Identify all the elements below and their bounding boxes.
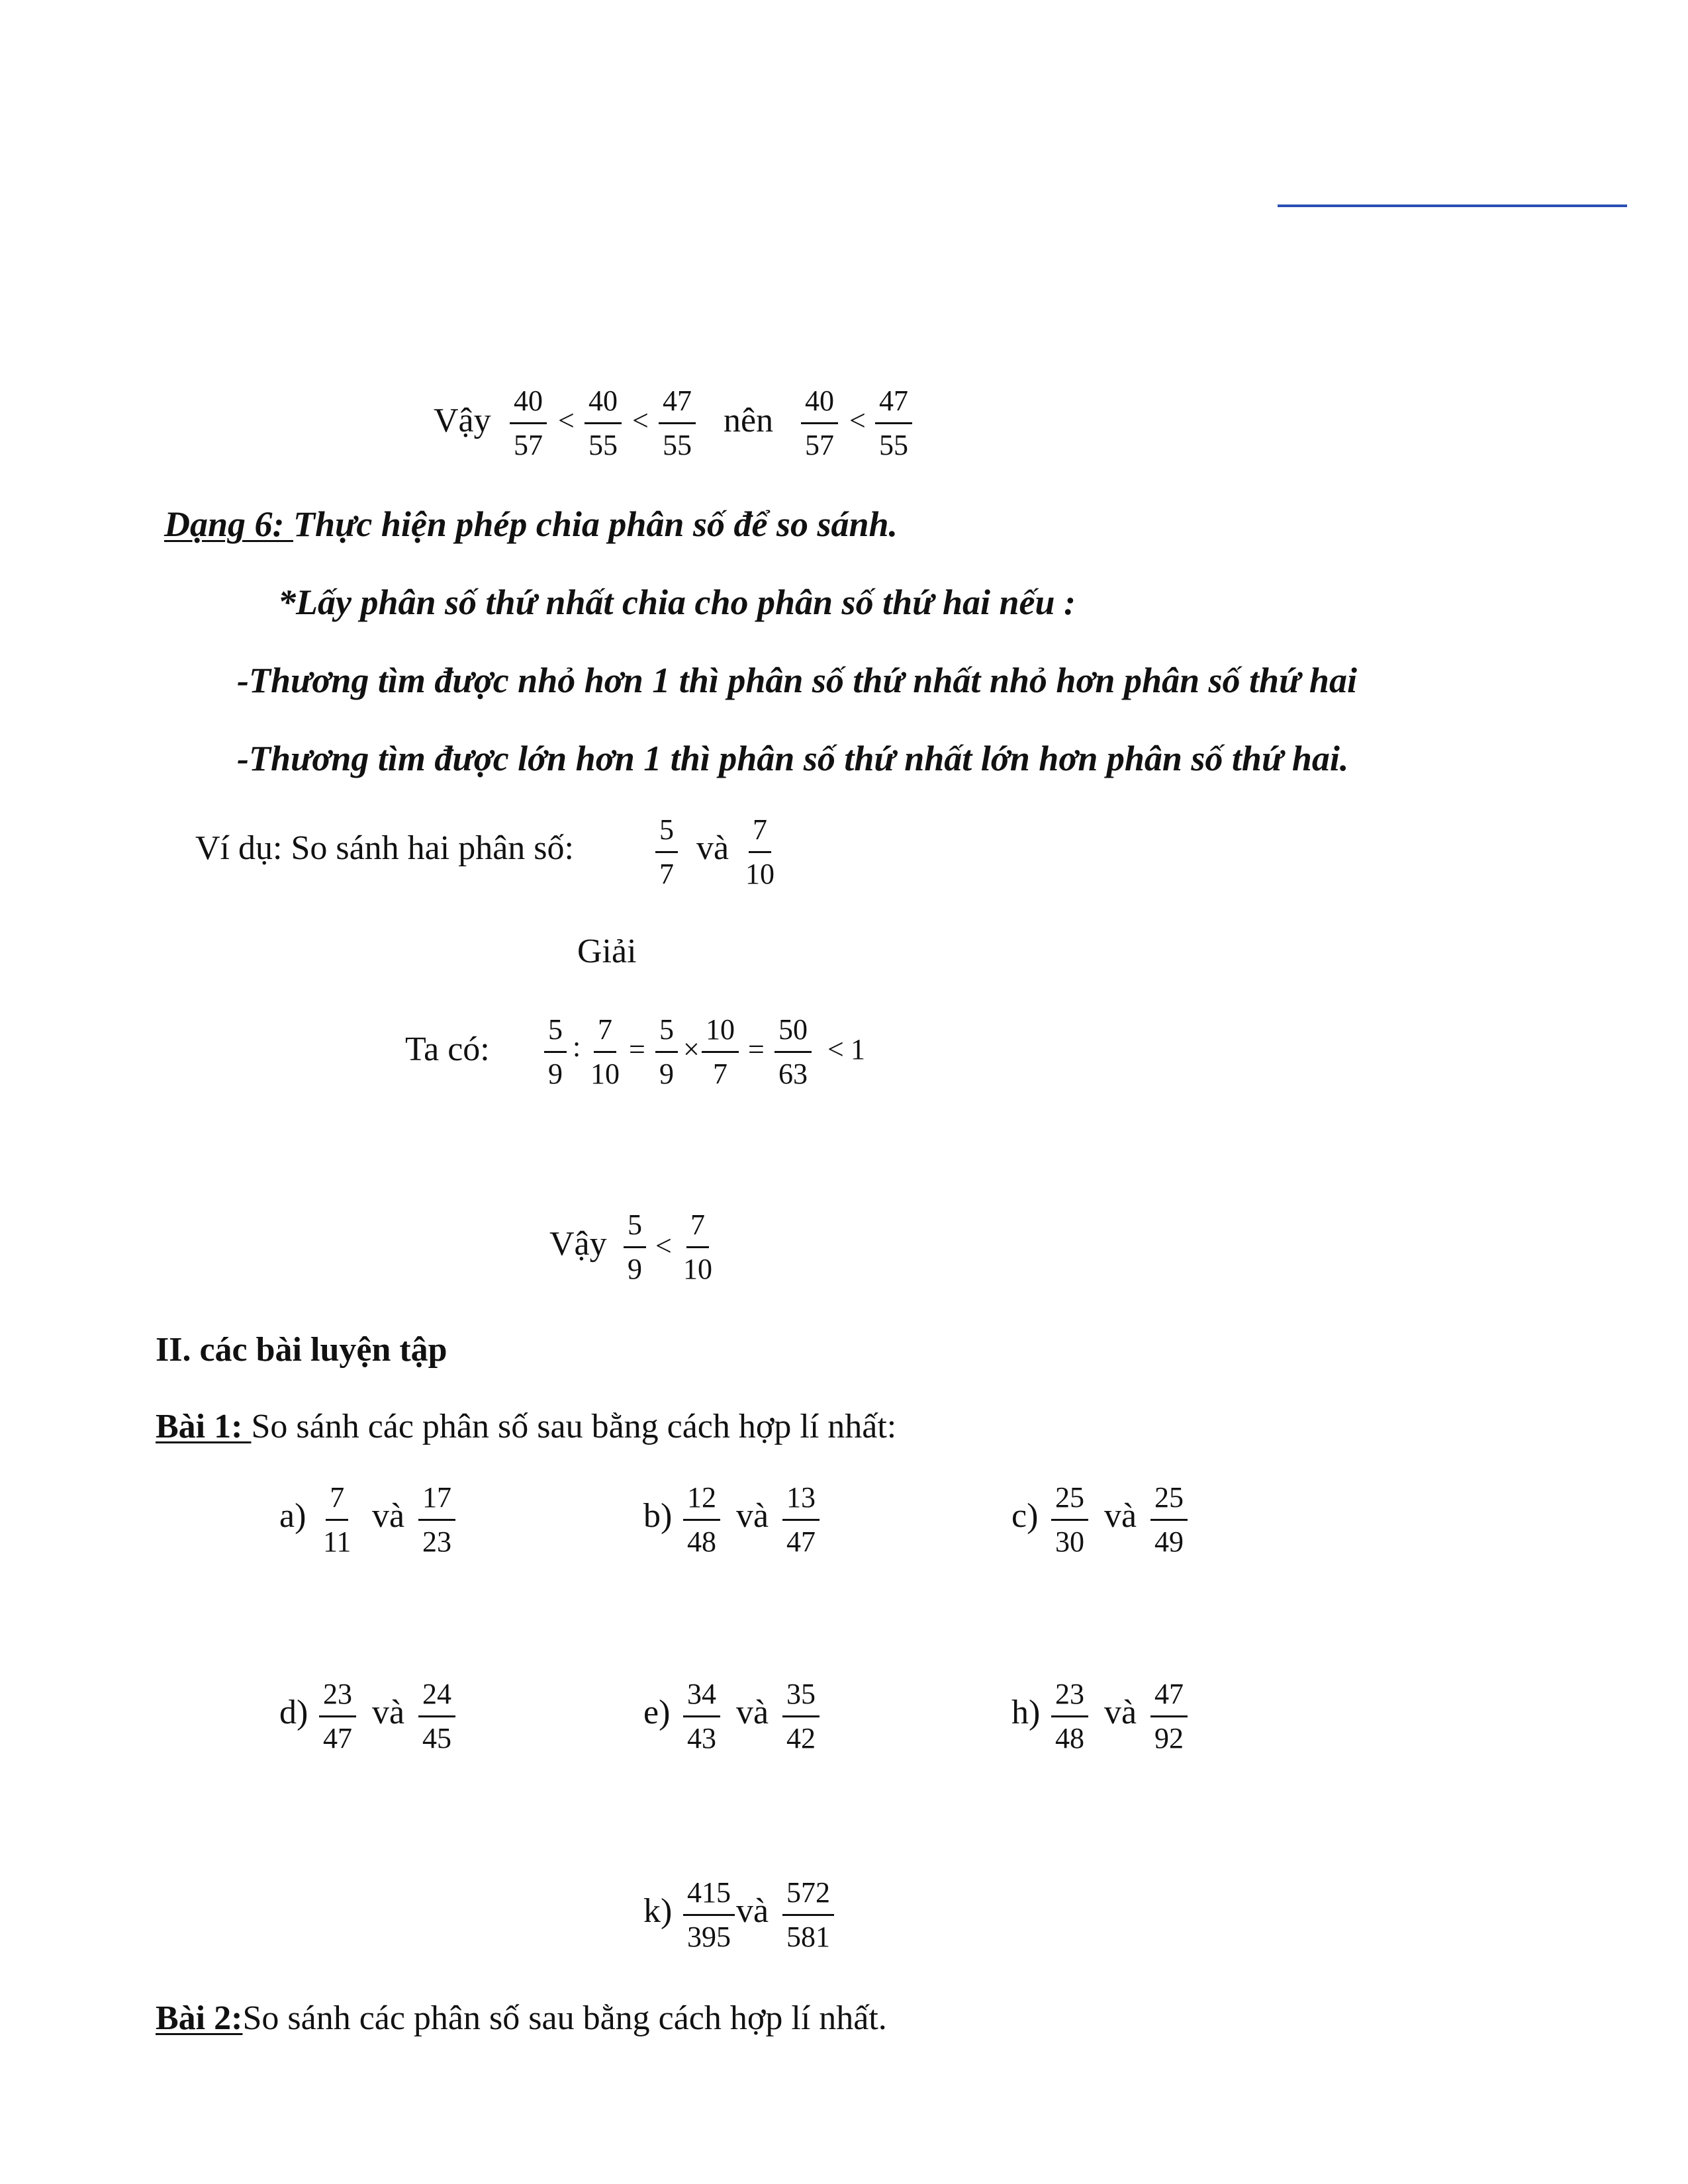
- ta-co-label: Ta có:: [405, 1030, 490, 1068]
- less-than-sign: <: [849, 404, 866, 437]
- dang6-heading: [164, 504, 898, 544]
- fraction: $\frac{40}{57}$: [510, 384, 547, 463]
- fraction: $\frac{7}{10}$: [590, 1013, 620, 1090]
- times-sign: ×: [683, 1033, 700, 1066]
- fraction: $\frac{13}{47}$: [782, 1480, 820, 1559]
- fraction: $\frac{40}{57}$: [801, 384, 838, 463]
- less-than-sign: <: [655, 1230, 672, 1262]
- divide-sign: :: [573, 1030, 581, 1063]
- fraction: $\frac{5}{7}$: [655, 813, 678, 891]
- fraction: $\frac{35}{42}$: [782, 1677, 820, 1756]
- fraction: $\frac{40}{55}$: [585, 384, 622, 463]
- item-letter: e): [643, 1694, 671, 1731]
- solution-label: Giải: [577, 933, 637, 970]
- and-word: và: [736, 1892, 769, 1930]
- example-prompt: Ví dụ: So sánh hai phân số:: [195, 829, 574, 867]
- fraction: $\frac{12}{48}$: [683, 1480, 720, 1559]
- one-value: 1: [851, 1033, 865, 1066]
- fraction: $\frac{24}{45}$: [418, 1677, 455, 1756]
- fraction: $\frac{7}{10}$: [683, 1208, 712, 1285]
- and-word: và: [1104, 1694, 1137, 1731]
- conclusion-mid: nên: [724, 402, 774, 439]
- bai2-label: Bài 2:: [156, 1999, 243, 2037]
- and-word: và: [736, 1694, 769, 1731]
- dang6-label: Dạng 6:: [164, 504, 294, 544]
- section-title: II. các bài luyện tập: [156, 1331, 447, 1369]
- fraction: $\frac{23}{47}$: [319, 1677, 356, 1756]
- and-word: và: [372, 1497, 405, 1535]
- conclusion-prefix: Vậy: [549, 1225, 607, 1263]
- item-letter: h): [1011, 1694, 1041, 1731]
- fraction: $\frac{47}{92}$: [1150, 1677, 1188, 1756]
- item-letter: c): [1011, 1497, 1039, 1535]
- bai2-text: So sánh các phân số sau bằng cách hợp lí nhất.: [242, 1999, 887, 2037]
- less-than-sign: <: [827, 1033, 844, 1066]
- equals-sign: =: [748, 1033, 765, 1066]
- item-letter: a): [279, 1497, 306, 1535]
- header-rule: [1278, 205, 1627, 207]
- fraction: $\frac{7}{11}$: [323, 1481, 352, 1558]
- fraction: $\frac{5}{9}$: [624, 1208, 646, 1287]
- fraction: $\frac{5}{9}$: [655, 1013, 678, 1091]
- fraction: $\frac{7}{10}$: [745, 813, 774, 890]
- fraction: $\frac{50}{63}$: [774, 1013, 812, 1091]
- rule-intro: *Lấy phân số thứ nhất chia cho phân số thứ hai nếu :: [278, 582, 1076, 622]
- equals-sign: =: [629, 1033, 645, 1066]
- item-letter: d): [279, 1694, 308, 1731]
- fraction: $\frac{34}{43}$: [683, 1677, 720, 1756]
- conclusion-prefix: Vậy: [434, 402, 491, 439]
- bai1-text: So sánh các phân số sau bằng cách hợp lí nhất:: [251, 1408, 897, 1445]
- rule-less: -Thương tìm được nhỏ hơn 1 thì phân số thứ nhất nhỏ hơn phân số thứ hai: [237, 660, 1357, 700]
- bai1-heading: [156, 1407, 896, 1447]
- and-word: và: [372, 1694, 405, 1731]
- bai2-heading: [156, 1999, 887, 2038]
- less-than-sign: <: [632, 404, 649, 437]
- and-word: và: [1104, 1497, 1137, 1535]
- less-than-sign: <: [558, 404, 575, 437]
- bai1-label: Bài 1:: [156, 1408, 252, 1445]
- fraction: $\frac{10}{7}$: [702, 1013, 739, 1091]
- fraction: $\frac{25}{30}$: [1051, 1480, 1088, 1559]
- fraction: $\frac{47}{55}$: [659, 384, 696, 463]
- rule-greater: -Thương tìm được lớn hơn 1 thì phân số thứ nhất lớn hơn phân số thứ hai.: [237, 739, 1349, 778]
- item-letter: b): [643, 1497, 673, 1535]
- fraction: $\frac{25}{49}$: [1150, 1480, 1188, 1559]
- fraction: $\frac{17}{23}$: [418, 1480, 455, 1559]
- fraction: $\frac{572}{581}$: [782, 1876, 834, 1954]
- and-word: và: [736, 1497, 769, 1535]
- fraction: $\frac{5}{9}$: [544, 1013, 567, 1091]
- fraction: $\frac{23}{48}$: [1051, 1677, 1088, 1756]
- dang6-title: Thực hiện phép chia phân số để so sánh.: [293, 504, 898, 544]
- fraction: $\frac{47}{55}$: [875, 384, 912, 463]
- fraction: $\frac{415}{395}$: [683, 1876, 735, 1954]
- and-word: và: [696, 829, 729, 867]
- item-letter: k): [643, 1892, 673, 1930]
